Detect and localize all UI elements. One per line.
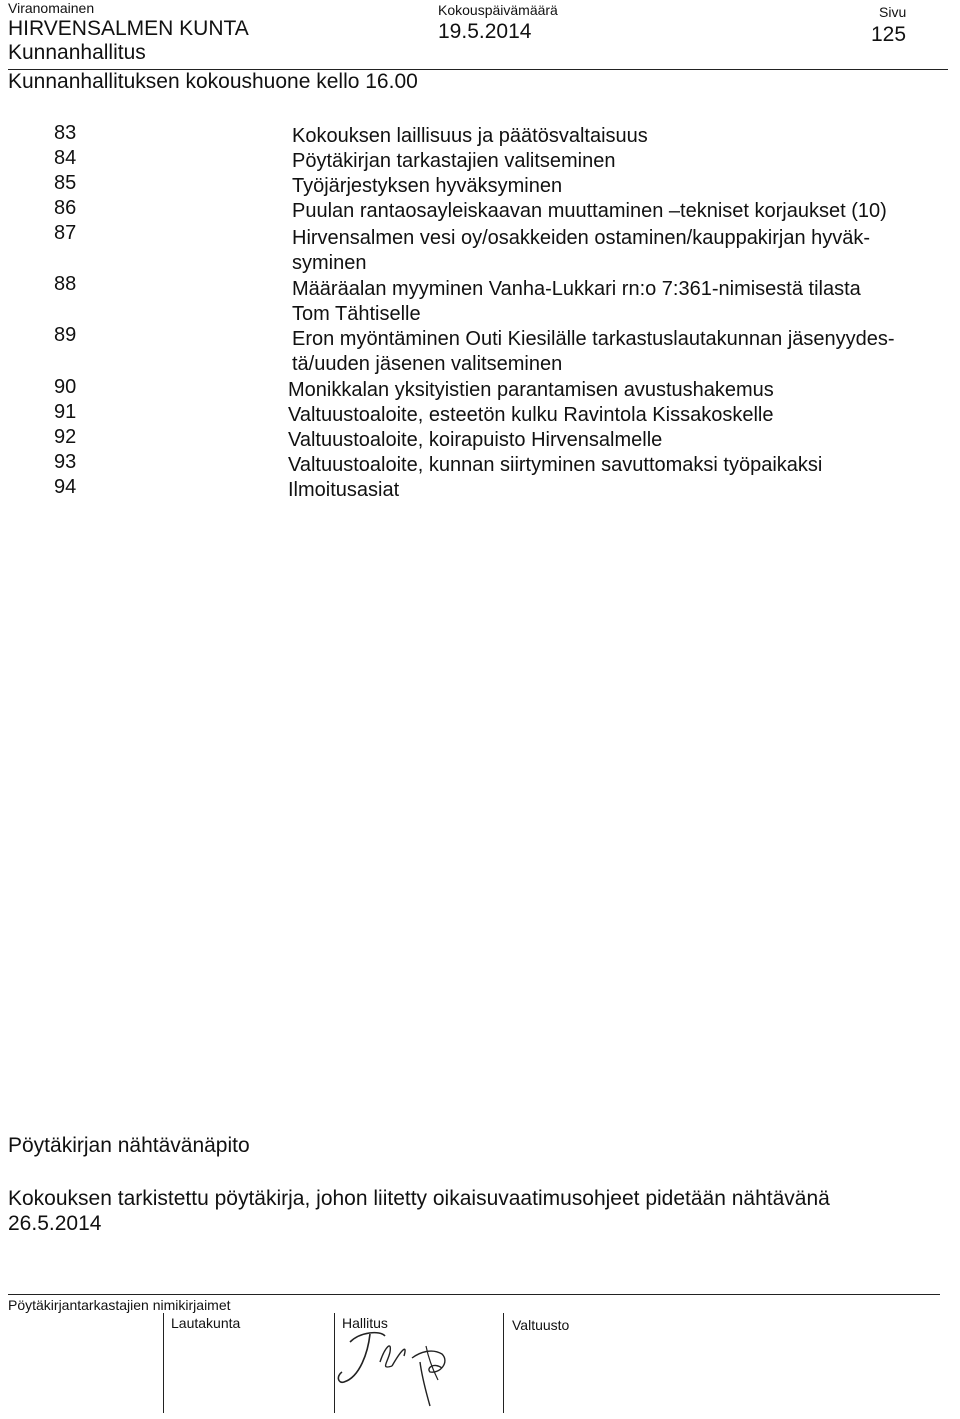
agenda-item-number: 87 bbox=[54, 222, 77, 244]
agenda-item-title: Tom Tähtiselle bbox=[292, 303, 421, 325]
agenda-item-title: Työjärjestyksen hyväksyminen bbox=[292, 175, 563, 197]
agenda-item-title: Valtuustoaloite, koirapuisto Hirvensalmelle bbox=[288, 429, 663, 451]
signature-divider-3 bbox=[503, 1313, 504, 1413]
agenda-item-number: 85 bbox=[54, 172, 77, 194]
agenda-item-number: 89 bbox=[54, 324, 77, 346]
agenda-item-number: 84 bbox=[54, 147, 77, 169]
agenda-item-title: Pöytäkirjan tarkastajien valitseminen bbox=[292, 150, 616, 172]
agenda-item-number: 91 bbox=[54, 401, 77, 423]
agenda-item-title: Monikkalan yksityistien parantamisen avustushakemus bbox=[288, 379, 774, 401]
page-number: 125 bbox=[871, 23, 907, 46]
date-label: Kokouspäivämäärä bbox=[438, 2, 558, 18]
agenda-item-title: Eron myöntäminen Outi Kiesilälle tarkastuslautakunnan jäsenyydes- bbox=[292, 328, 895, 350]
handwritten-initials bbox=[330, 1322, 470, 1412]
authority-name: HIRVENSALMEN KUNTA bbox=[8, 17, 249, 40]
agenda-item-title: Kokouksen laillisuus ja päätösvaltaisuus bbox=[292, 125, 648, 147]
agenda-item-number: 86 bbox=[54, 197, 77, 219]
signature-label: Pöytäkirjantarkastajien nimikirjaimet bbox=[8, 1297, 231, 1313]
signature-top-rule bbox=[8, 1294, 940, 1295]
agenda-item-number: 88 bbox=[54, 273, 77, 295]
header-rule bbox=[8, 69, 948, 70]
agenda-item-title: Puulan rantaosayleiskaavan muuttaminen –tekniset korjaukset (10) bbox=[292, 200, 887, 222]
notice-heading: Pöytäkirjan nähtävänäpito bbox=[8, 1134, 250, 1157]
page-label: Sivu bbox=[879, 4, 907, 20]
agenda-item-number: 90 bbox=[54, 376, 77, 398]
signature-col-lautakunta: Lautakunta bbox=[171, 1315, 241, 1331]
agenda-item-number: 94 bbox=[54, 476, 77, 498]
agenda-item-title: Valtuustoaloite, esteetön kulku Ravintola Kissakoskelle bbox=[288, 404, 774, 426]
agenda-item-title: Ilmoitusasiat bbox=[288, 479, 400, 501]
notice-date: 26.5.2014 bbox=[8, 1212, 102, 1235]
agenda-item-title: Määräalan myyminen Vanha-Lukkari rn:o 7:361-nimisestä tilasta bbox=[292, 278, 861, 300]
signature-col-valtuusto: Valtuusto bbox=[512, 1317, 570, 1333]
agenda-item-title: syminen bbox=[292, 252, 367, 274]
meeting-location: Kunnanhallituksen kokoushuone kello 16.00 bbox=[8, 70, 418, 93]
signature-divider-1 bbox=[163, 1313, 164, 1413]
notice-text: Kokouksen tarkistettu pöytäkirja, johon liitetty oikaisuvaatimusohjeet pidetään nähtävänä bbox=[8, 1187, 830, 1210]
body-name: Kunnanhallitus bbox=[8, 41, 146, 64]
agenda-item-title: tä/uuden jäsenen valitseminen bbox=[292, 353, 563, 375]
agenda-item-number: 92 bbox=[54, 426, 77, 448]
agenda-item-title: Valtuustoaloite, kunnan siirtyminen savuttomaksi työpaikaksi bbox=[288, 454, 823, 476]
meeting-date: 19.5.2014 bbox=[438, 20, 532, 43]
agenda-item-number: 83 bbox=[54, 122, 77, 144]
agenda-item-number: 93 bbox=[54, 451, 77, 473]
authority-label: Viranomainen bbox=[8, 0, 95, 16]
signature-col-hallitus: Hallitus bbox=[342, 1315, 388, 1331]
agenda-item-title: Hirvensalmen vesi oy/osakkeiden ostaminen/kauppakirjan hyväk- bbox=[292, 227, 871, 249]
